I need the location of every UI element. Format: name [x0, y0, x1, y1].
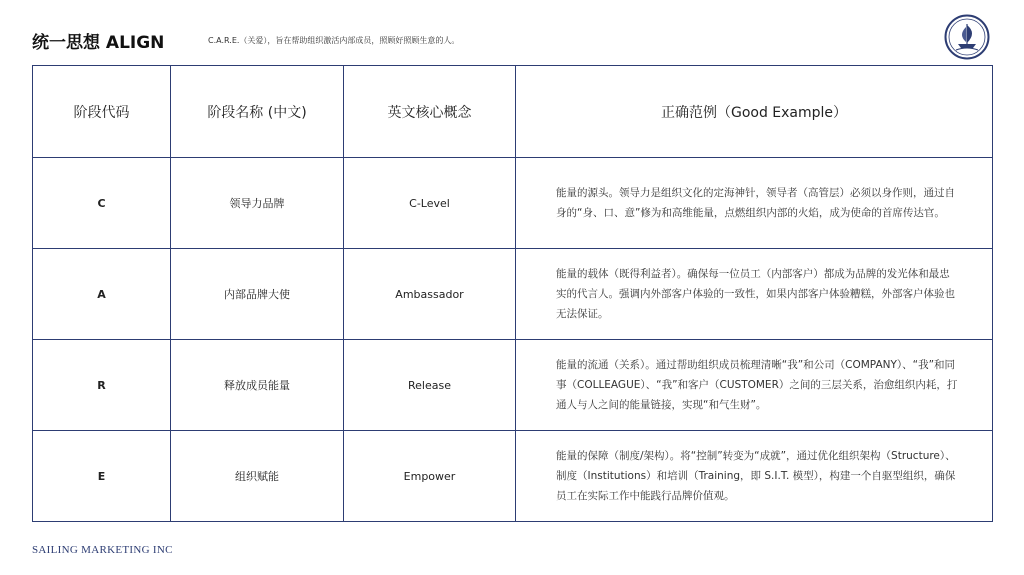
example-cell: 能量的保障（制度/架构）。将“控制”转变为“成就”，通过优化组织架构（Structure）、制度（Institutions）和培训（Training，即 S.I.T. 模型），构建一个自驱型组织，确保员工在实际工作中能践行品牌价值观。: [516, 431, 993, 522]
example-cell: 能量的源头。领导力是组织文化的定海神针，领导者（高管层）必须以身作则，通过自身的“身、口、意”修为和高维能量，点燃组织内部的火焰，成为使命的首席传达官。: [516, 158, 993, 249]
column-header-concept: 英文核心概念: [344, 66, 516, 158]
concept-cell: Empower: [344, 431, 516, 522]
table-row: [33, 340, 993, 431]
stage-name-cell: 组织赋能: [171, 431, 344, 522]
concept-cell: Ambassador: [344, 249, 516, 340]
stage-name-cell: 领导力品牌: [171, 158, 344, 249]
concept-cell: C-Level: [344, 158, 516, 249]
column-header-example: 正确范例（Good Example）: [516, 66, 993, 158]
stage-code-cell: C: [33, 158, 171, 249]
stage-name-cell: 内部品牌大使: [171, 249, 344, 340]
table-row: [33, 158, 993, 249]
column-header-name-cn: 阶段名称 (中文): [171, 66, 344, 158]
example-cell: 能量的流通（关系）。通过帮助组织成员梳理清晰“我”和公司（COMPANY）、“我”和同事（COLLEAGUE）、“我”和客户（CUSTOMER）之间的三层关系，治愈组织内耗，打通人与人之间的能量链接，实现“和气生财”。: [516, 340, 993, 431]
sailing-ship-logo-icon: [944, 14, 990, 60]
concept-cell: Release: [344, 340, 516, 431]
stage-code-cell: E: [33, 431, 171, 522]
stage-code-cell: R: [33, 340, 171, 431]
example-cell: 能量的载体（既得利益者）。确保每一位员工（内部客户）都成为品牌的发光体和最忠实的代言人。强调内外部客户体验的一致性，如果内部客户体验糟糕，外部客户体验也无法保证。: [516, 249, 993, 340]
footer-brand: SAILING MARKETING INC: [32, 544, 173, 556]
stage-name-cell: 释放成员能量: [171, 340, 344, 431]
stage-code-cell: A: [33, 249, 171, 340]
page-title: 统一思想 ALIGN: [32, 33, 165, 53]
page-subtitle: C.A.R.E.（关爱），旨在帮助组织激活内部成员，照顾好照顾生意的人。: [208, 36, 460, 45]
care-table: [32, 65, 993, 522]
table-header-row: [33, 66, 993, 158]
table-row: [33, 249, 993, 340]
table-row: [33, 431, 993, 522]
column-header-code: 阶段代码: [33, 66, 171, 158]
